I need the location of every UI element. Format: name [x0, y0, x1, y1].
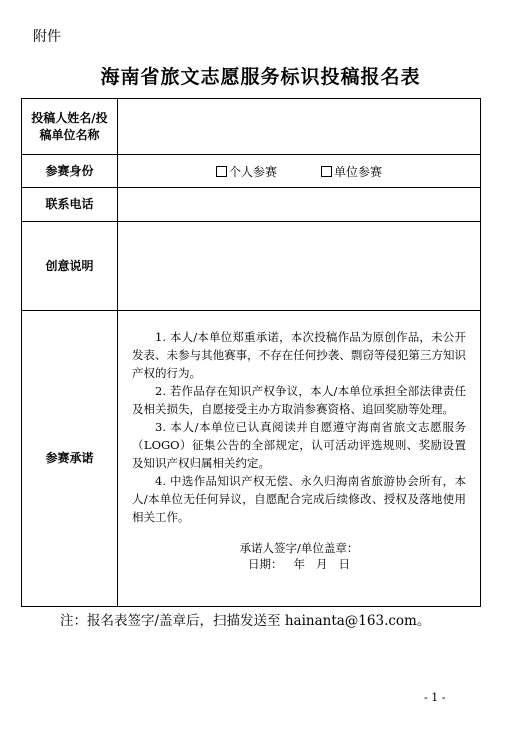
registration-form-table	[21, 98, 481, 607]
identity-options	[118, 155, 481, 188]
individual-option-label: 个人参赛	[228, 164, 277, 179]
pledge-row	[22, 311, 481, 607]
idea-row	[22, 222, 481, 311]
individual-option[interactable]	[216, 163, 277, 180]
identity-row	[22, 155, 481, 188]
individual-checkbox[interactable]	[216, 166, 227, 177]
name-field[interactable]	[118, 99, 481, 155]
pledge-paragraph-1: 1. 本人/本单位郑重承诺，本次投稿作品为原创作品，未公开发表、未参与其他赛事，不存在任何抄袭、剽窃等侵犯第三方知识产权的行为。	[132, 330, 466, 380]
page-number: - 1 -	[424, 691, 446, 704]
idea-label: 创意说明	[22, 222, 118, 311]
phone-label: 联系电话	[22, 188, 118, 222]
organization-checkbox[interactable]	[321, 166, 332, 177]
organization-option[interactable]	[321, 163, 382, 180]
attachment-label: 附件	[33, 29, 61, 45]
pledge-paragraph-2: 2. 若作品存在知识产权争议，本人/本单位承担全部法律责任及相关损失，自愿接受主办方取消参赛资格、追回奖励等处理。	[132, 384, 466, 416]
signature-block	[132, 540, 466, 572]
pledge-label: 参赛承诺	[22, 311, 118, 607]
identity-label: 参赛身份	[22, 155, 118, 188]
name-label	[22, 99, 118, 155]
pledge-content	[118, 311, 481, 607]
organization-option-label: 单位参赛	[334, 164, 383, 179]
pledge-paragraph-3: 3. 本人/本单位已认真阅读并自愿遵守海南省旅文志愿服务（LOGO）征集公告的全部规定，认可活动评选规则、奖励设置及知识产权归属相关约定。	[132, 420, 466, 470]
pledge-text	[118, 311, 480, 572]
name-label-text: 投稿人姓名/投稿单位名称	[31, 110, 108, 142]
idea-field[interactable]	[118, 222, 481, 311]
name-row	[22, 99, 481, 155]
date-label: 日期： 年 月 日	[248, 557, 350, 571]
page-title: 海南省旅文志愿服务标识投稿报名表	[100, 66, 421, 88]
footnote: 注：报名表签字/盖章后，扫描发送至 hainanta@163.com。	[60, 613, 431, 629]
phone-row	[22, 188, 481, 222]
signature-label: 承诺人签字/单位盖章：	[239, 541, 359, 555]
phone-field[interactable]	[118, 188, 481, 222]
pledge-paragraph-4: 4. 中选作品知识产权无偿、永久归海南省旅游协会所有，本人/本单位无任何异议，自愿配合完成后续修改、授权及落地使用相关工作。	[132, 474, 466, 524]
